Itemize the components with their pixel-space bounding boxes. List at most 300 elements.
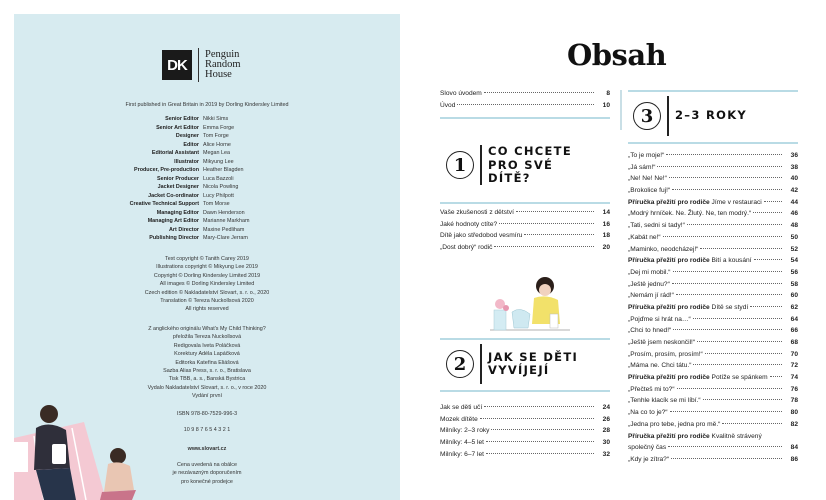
toc-entry[interactable] bbox=[440, 221, 610, 233]
dot-leader bbox=[697, 341, 782, 342]
toc-entry[interactable] bbox=[628, 433, 798, 445]
toc-entry-text: „Chci to hned!“ bbox=[628, 327, 672, 335]
credit-row bbox=[14, 166, 400, 175]
dot-leader bbox=[669, 177, 782, 178]
printing-line: 10 9 8 7 6 5 4 3 2 1 bbox=[183, 427, 231, 433]
dot-leader bbox=[524, 234, 594, 235]
toc-entry-label bbox=[440, 451, 484, 458]
toc-entry-label bbox=[628, 386, 675, 393]
credit-name: Maxine Pedliham bbox=[203, 226, 245, 233]
dot-leader bbox=[673, 329, 782, 330]
toc-entry[interactable] bbox=[440, 439, 610, 451]
chapter-title bbox=[675, 109, 747, 123]
toc-entry[interactable] bbox=[440, 90, 610, 102]
toc-entry-text: „Tenhle klacík se mi líbí.“ bbox=[628, 397, 701, 405]
toc-entry-text: Mozek dítěte bbox=[440, 415, 478, 423]
credits-list bbox=[14, 115, 400, 243]
toc-entry-text: Milníky: 6–7 let bbox=[440, 450, 484, 458]
toc-entry-label bbox=[440, 102, 455, 109]
toc-title: Obsah bbox=[567, 38, 667, 72]
flower-vase bbox=[494, 310, 506, 330]
dot-leader bbox=[687, 224, 782, 225]
toc-entry[interactable] bbox=[628, 292, 798, 304]
dot-leader bbox=[486, 453, 594, 454]
credit-name: Megan Lea bbox=[203, 150, 230, 157]
toc-entry-label bbox=[628, 374, 768, 381]
toc-entry-label bbox=[628, 397, 701, 404]
toc-entry-text: Vaše zkušenosti z dětství bbox=[440, 209, 514, 216]
survival-guide-label: Příručka přežití pro rodiče bbox=[628, 303, 710, 311]
dot-leader bbox=[676, 294, 782, 295]
toc-entry-label bbox=[628, 304, 748, 311]
father-head bbox=[40, 405, 58, 423]
publisher-logo bbox=[162, 48, 241, 82]
credit-name: Emma Forge bbox=[203, 124, 235, 131]
toc-entry-text: „Ještě jsem neskončil!“ bbox=[628, 339, 696, 346]
chapter-number: 1 bbox=[446, 151, 474, 179]
credit-role: Managing Art Editor bbox=[147, 218, 199, 225]
dot-leader bbox=[668, 446, 782, 447]
toc-page-number: 30 bbox=[602, 439, 610, 447]
toc-entry[interactable] bbox=[628, 339, 798, 351]
toc-entry[interactable] bbox=[440, 244, 610, 256]
parent-child-illustration bbox=[14, 384, 174, 500]
credit-row bbox=[14, 158, 400, 167]
chapter-divider bbox=[667, 96, 669, 136]
credit-row bbox=[14, 200, 400, 209]
toc-entry[interactable] bbox=[440, 102, 610, 114]
toc-entry-label bbox=[440, 439, 484, 446]
toc-entry-label bbox=[628, 327, 671, 334]
toc-entry-label bbox=[628, 210, 751, 217]
toc-entry-text: Kvalitně strávený bbox=[709, 432, 762, 440]
credit-row bbox=[14, 226, 400, 235]
dot-leader bbox=[666, 154, 782, 155]
toc-page-number: 44 bbox=[790, 198, 798, 206]
child-head bbox=[110, 448, 126, 464]
credit-name: Luca Bazzoli bbox=[203, 175, 234, 182]
toc-entry[interactable] bbox=[440, 209, 610, 221]
toc-page-number: 56 bbox=[790, 268, 798, 276]
toc-page-number: 84 bbox=[790, 444, 798, 452]
credit-row bbox=[14, 149, 400, 158]
toc-entry-text: „Nemám jí rád!“ bbox=[628, 292, 674, 300]
credit-row bbox=[14, 217, 400, 226]
toc-entry-label bbox=[628, 222, 685, 229]
credit-role: Creative Technical Support bbox=[129, 201, 199, 208]
survival-guide-label: Příručka přežití pro rodiče bbox=[628, 432, 710, 440]
dot-leader bbox=[693, 364, 782, 365]
survival-guide-label: Příručka přežití pro rodiče bbox=[628, 257, 710, 265]
toc-page-number: 28 bbox=[602, 427, 610, 435]
chapter-title bbox=[488, 145, 572, 186]
glass-pitcher bbox=[512, 309, 530, 328]
survival-guide-label: Příručka přežití pro rodiče bbox=[628, 198, 710, 206]
section-rule bbox=[440, 338, 610, 340]
logo-line: House bbox=[205, 69, 232, 80]
girl-watering-flowers-illustration bbox=[490, 266, 570, 336]
dot-leader bbox=[491, 429, 594, 430]
credit-row bbox=[14, 132, 400, 141]
credit-role: Publishing Director bbox=[149, 235, 199, 242]
isbn: ISBN 978-80-7529-996-3 bbox=[176, 411, 238, 417]
price-note-line: je nezávazným doporučením bbox=[172, 470, 242, 477]
toc-entry[interactable] bbox=[628, 409, 798, 421]
toc-page-number: 58 bbox=[790, 280, 798, 288]
dot-leader bbox=[486, 441, 594, 442]
copyright-line: All images © Dorling Kindersley Limited bbox=[159, 281, 255, 288]
chapter-title-line: DÍTĚ? bbox=[488, 171, 531, 185]
toc-page-number: 16 bbox=[602, 220, 610, 228]
toc-page-number: 66 bbox=[790, 327, 798, 335]
czech-line: Redigovala Iveta Poláčková bbox=[173, 342, 241, 349]
chapter-title-line: VYVÍJEJÍ bbox=[488, 363, 550, 377]
chapter-title-line: CO CHCETE bbox=[488, 144, 572, 158]
dot-leader bbox=[677, 388, 782, 389]
toc-entry-label bbox=[628, 246, 698, 253]
toc-entry-text: „Kdy je zítra?“ bbox=[628, 455, 670, 463]
chapter-divider bbox=[480, 344, 482, 384]
dot-leader bbox=[753, 212, 782, 213]
chapter-title-line: 2–3 ROKY bbox=[675, 108, 748, 123]
penguin-random-house-wordmark bbox=[205, 50, 241, 80]
dot-leader bbox=[693, 318, 782, 319]
toc-page-number: 8 bbox=[606, 90, 610, 97]
toc-page-number: 46 bbox=[790, 210, 798, 218]
toc-entry-text: Potíže se spánkem bbox=[709, 374, 768, 382]
dot-leader bbox=[750, 306, 782, 307]
credit-name: Lucy Philpott bbox=[203, 192, 234, 199]
credit-row bbox=[14, 183, 400, 192]
toc-entry[interactable] bbox=[628, 269, 798, 281]
copyright-page bbox=[14, 14, 400, 500]
toc-page-number: 42 bbox=[790, 187, 798, 195]
credit-row bbox=[14, 115, 400, 124]
toc-page-number: 38 bbox=[790, 163, 798, 171]
toc-page-number: 80 bbox=[790, 409, 798, 417]
dot-leader bbox=[670, 411, 782, 412]
toc-entry-text: Dítě se stydí bbox=[709, 303, 749, 311]
toc-entry-text: „Prosím, prosím, prosím!“ bbox=[628, 350, 703, 358]
dot-leader bbox=[494, 246, 594, 247]
chapter-2-heading bbox=[446, 344, 578, 384]
copyright-block bbox=[14, 255, 400, 314]
czech-line: Z anglického originálu What's My Child Thinking? bbox=[148, 326, 266, 332]
credit-name: Nicola Powling bbox=[203, 184, 239, 191]
credit-row bbox=[14, 175, 400, 184]
dot-leader bbox=[703, 399, 782, 400]
toc-entry[interactable] bbox=[628, 362, 798, 374]
copyright-line: Copyright © Dorling Kindersley Limited 2019 bbox=[153, 272, 261, 279]
credit-name: Mikyung Lee bbox=[203, 158, 234, 165]
section-rule bbox=[628, 90, 798, 92]
toc-entry-text: „Máma ne. Chci tátu.“ bbox=[628, 362, 692, 370]
credit-role: Editorial Assistant bbox=[151, 150, 199, 157]
toc-entry-label bbox=[628, 421, 720, 428]
toc-entry-label bbox=[628, 257, 752, 264]
toc-entry[interactable] bbox=[628, 421, 798, 433]
toc-entry-label bbox=[628, 292, 674, 299]
toc-entry[interactable] bbox=[628, 199, 798, 211]
toc-entry[interactable] bbox=[628, 444, 798, 456]
toc-entry[interactable] bbox=[628, 397, 798, 409]
credit-role: Art Director bbox=[169, 226, 199, 233]
credit-name: Heather Blagden bbox=[203, 167, 244, 174]
toc-entry-label bbox=[628, 456, 669, 463]
price-note-line: pro konečné prodejce bbox=[181, 478, 233, 485]
toc-entry-label bbox=[440, 209, 514, 216]
toc-page-number: 54 bbox=[790, 257, 798, 265]
czech-line: Vydání první bbox=[191, 393, 223, 400]
credit-name: Mary-Clare Jerram bbox=[203, 235, 248, 242]
logo-divider bbox=[198, 48, 199, 82]
toc-entry-text: Úvod bbox=[440, 101, 456, 109]
toc-entry[interactable] bbox=[628, 164, 798, 176]
toc-entry[interactable] bbox=[628, 246, 798, 258]
toc-entry[interactable] bbox=[440, 427, 610, 439]
credit-name: Nikki Sims bbox=[203, 116, 229, 123]
chapter-number: 2 bbox=[446, 350, 474, 378]
toc-entry-text: Jaké hodnoty ctíte? bbox=[440, 220, 498, 228]
section-rule bbox=[440, 117, 610, 119]
czech-line: Sazba Alias Press, s. r. o., Bratislava bbox=[163, 368, 251, 375]
toc-entry-label bbox=[628, 187, 670, 194]
toc-entry-text: „Ne! Ne! Ne!“ bbox=[628, 175, 667, 183]
copyright-line: All rights reserved bbox=[185, 306, 229, 313]
toc-page-number: 18 bbox=[602, 232, 610, 240]
credit-role: Senior Art Editor bbox=[156, 124, 199, 131]
toc-entry-text: „Brokolice fuj!“ bbox=[628, 187, 671, 195]
toc-entry[interactable] bbox=[628, 304, 798, 316]
toc-entry[interactable] bbox=[628, 351, 798, 363]
dot-leader bbox=[499, 223, 594, 224]
toc-entry-label bbox=[440, 427, 489, 434]
dot-leader bbox=[722, 423, 782, 424]
copyright-line: Czech edition © Nakladatelství Slovart, s. r. o., 2020 bbox=[144, 289, 270, 296]
dot-leader bbox=[770, 376, 782, 377]
toc-entry-text: společný čas bbox=[628, 444, 667, 452]
toc-entry[interactable] bbox=[440, 451, 610, 463]
credit-name: Tom Morse bbox=[203, 201, 230, 208]
toc-entry-text: „To je moje!“ bbox=[628, 152, 665, 159]
flowers bbox=[503, 305, 509, 311]
toc-entry-text: „Modrý hrníček. Ne. Žlutý. Ne, ten modrý.“ bbox=[628, 210, 752, 218]
toc-page-number: 40 bbox=[790, 175, 798, 183]
credit-role: Jacket Co-ordinator bbox=[148, 192, 199, 199]
toc-entry-label bbox=[628, 444, 666, 451]
toc-entry-text: Dítě jako středobod vesmíru bbox=[440, 232, 523, 240]
credit-role: Senior Editor bbox=[165, 116, 199, 123]
czech-line: Tisk TBB, a. s., Banská Bystrica bbox=[168, 376, 246, 383]
toc-entry-label bbox=[440, 221, 497, 228]
chapter-divider bbox=[480, 145, 482, 185]
dot-leader bbox=[672, 283, 782, 284]
toc-page-number: 76 bbox=[790, 385, 798, 393]
credit-row bbox=[14, 209, 400, 218]
czech-line: Vydalo Nakladatelství Slovart, s. r. o., v roce 2020 bbox=[147, 384, 267, 391]
paper-bag bbox=[52, 444, 66, 464]
toc-page-number: 26 bbox=[602, 415, 610, 423]
toc-page-number: 68 bbox=[790, 339, 798, 346]
glass bbox=[550, 314, 558, 328]
toc-entry[interactable] bbox=[628, 222, 798, 234]
toc-entry-text: Jak se děti učí bbox=[440, 404, 483, 411]
toc-entry[interactable] bbox=[628, 386, 798, 398]
section-rule bbox=[628, 142, 798, 144]
toc-entry[interactable] bbox=[628, 175, 798, 187]
toc-entry[interactable] bbox=[628, 316, 798, 328]
toc-entry-text: Bití a kousání bbox=[709, 257, 752, 265]
toc-entry[interactable] bbox=[440, 404, 610, 416]
toc-entry-label bbox=[440, 416, 478, 423]
toc-entry[interactable] bbox=[628, 187, 798, 199]
credit-row bbox=[14, 141, 400, 150]
toc-entry-label bbox=[628, 234, 661, 241]
toc-entry-text: „Maminko, neodcházej!“ bbox=[628, 245, 699, 253]
toc-entry-label bbox=[628, 164, 655, 171]
toc-entry[interactable] bbox=[628, 374, 798, 386]
toc-entry[interactable] bbox=[440, 416, 610, 428]
toc-entry-text: Milníky: 4–5 let bbox=[440, 439, 484, 447]
toc-entry[interactable] bbox=[628, 456, 798, 468]
toc-entry-text: „Já sám!“ bbox=[628, 163, 656, 171]
toc-page-number: 24 bbox=[602, 404, 610, 411]
toc-page-number: 62 bbox=[790, 303, 798, 311]
toc-entry-label bbox=[628, 316, 691, 323]
toc-entry-label bbox=[628, 433, 762, 440]
toc-entry-label bbox=[440, 90, 482, 97]
toc-entry-text: „Na co to je?“ bbox=[628, 409, 668, 417]
toc-entry-text: „Dej mi mobil.“ bbox=[628, 268, 671, 276]
toc-page-number: 36 bbox=[790, 152, 798, 159]
chapter-1-heading bbox=[446, 145, 572, 186]
credit-role: Editor bbox=[183, 141, 199, 148]
toc-entry-text: „Dost dobrý“ rodič bbox=[440, 244, 493, 252]
dot-leader bbox=[657, 166, 782, 167]
logo-line: Penguin bbox=[205, 49, 240, 60]
toc-entry[interactable] bbox=[440, 232, 610, 244]
toc-entry[interactable] bbox=[628, 257, 798, 269]
credit-name: Dawn Henderson bbox=[203, 209, 245, 216]
dot-leader bbox=[480, 418, 594, 419]
dot-leader bbox=[516, 211, 594, 212]
toc-entry-text: „Jedna pro tebe, jedna pro mě.“ bbox=[628, 420, 721, 428]
copyright-line: Illustrations copyright © Mikyung Lee 2019 bbox=[156, 264, 258, 271]
credit-name: Tom Forge bbox=[203, 133, 229, 140]
toc-entry-label bbox=[628, 175, 667, 182]
dot-leader bbox=[671, 458, 782, 459]
toc-entry-text: „Přečteš mi to?“ bbox=[628, 385, 675, 393]
toc-entry-text: Slovo úvodem bbox=[440, 90, 482, 97]
toc-page-number: 72 bbox=[790, 362, 798, 370]
credit-role: Managing Editor bbox=[156, 209, 199, 216]
toc-entry[interactable] bbox=[628, 234, 798, 246]
czech-line: přeložila Tereza Nuckollsová bbox=[172, 334, 242, 341]
chapter-3-entries bbox=[628, 152, 798, 468]
section-rule bbox=[440, 202, 610, 204]
toc-entry[interactable] bbox=[628, 327, 798, 339]
dot-leader bbox=[764, 201, 782, 202]
toc-page-number: 78 bbox=[790, 397, 798, 405]
credit-role: Senior Producer bbox=[157, 175, 199, 182]
toc-entry-text: „Kabát ne!“ bbox=[628, 233, 661, 241]
toc-page-number: 70 bbox=[790, 350, 798, 358]
chapter-1-entries bbox=[440, 209, 610, 256]
toc-page-number: 10 bbox=[602, 101, 610, 109]
toc-entry-label bbox=[628, 269, 671, 276]
section-rule bbox=[440, 390, 610, 392]
toc-page-number: 20 bbox=[602, 244, 610, 252]
toc-page-number: 86 bbox=[790, 455, 798, 463]
toc-entry-label bbox=[628, 281, 670, 288]
dot-leader bbox=[672, 189, 782, 190]
price-note-line: Cena uvedená na obálce bbox=[177, 462, 237, 468]
dot-leader bbox=[484, 92, 594, 93]
dot-leader bbox=[484, 406, 594, 407]
toc-page-number: 48 bbox=[790, 222, 798, 230]
toc-entry[interactable] bbox=[628, 210, 798, 222]
toc-page-number: 60 bbox=[790, 292, 798, 300]
toc-page-number: 14 bbox=[602, 209, 610, 216]
dot-leader bbox=[700, 248, 782, 249]
girl-face bbox=[539, 284, 551, 296]
logo-line: Random bbox=[205, 59, 241, 70]
dot-leader bbox=[754, 259, 782, 260]
copyright-line: Translation © Tereza Nuckollsová 2020 bbox=[160, 298, 254, 305]
chapter-number: 3 bbox=[633, 102, 661, 130]
child-body bbox=[104, 462, 134, 492]
chapter-title-line: JAK SE DĚTI bbox=[488, 349, 579, 364]
toc-page-number: 74 bbox=[790, 374, 798, 382]
toc-entry-label bbox=[628, 339, 695, 346]
credit-row bbox=[14, 192, 400, 201]
dot-leader bbox=[705, 353, 782, 354]
toc-entry-label bbox=[440, 232, 522, 239]
toc-entry-text: Jíme v restauraci bbox=[709, 198, 762, 206]
czech-line: Korektury Adéla Lapáčková bbox=[174, 351, 240, 358]
toc-page-number: 82 bbox=[790, 420, 798, 428]
dot-leader bbox=[673, 271, 783, 272]
chapter-title-line: PRO SVÉ bbox=[488, 157, 554, 172]
credit-role: Designer bbox=[175, 133, 199, 140]
toc-entry-text: Milníky: 2–3 roky bbox=[440, 427, 490, 435]
toc-entry-label bbox=[628, 362, 691, 369]
toc-page-number: 32 bbox=[602, 450, 610, 458]
chapter-title bbox=[488, 351, 578, 378]
toc-entry-text: „Ještě jednu?“ bbox=[628, 280, 670, 288]
column-divider bbox=[620, 90, 622, 130]
credit-role: Illustrator bbox=[174, 158, 199, 165]
copyright-line: Text copyright © Tanith Carey 2019 bbox=[165, 256, 249, 262]
dot-leader bbox=[457, 104, 594, 105]
credit-role: Jacket Designer bbox=[157, 184, 199, 191]
credit-row bbox=[14, 234, 400, 243]
website: www.slovart.cz bbox=[187, 446, 227, 452]
credit-role: Producer, Pre-production bbox=[134, 167, 199, 174]
toc-entry-label bbox=[628, 152, 664, 159]
credit-name: Alice Horne bbox=[203, 141, 231, 148]
credit-row bbox=[14, 124, 400, 133]
toc-page-number: 64 bbox=[790, 315, 798, 323]
toc-entry-label bbox=[440, 244, 492, 251]
shopping-bag bbox=[14, 442, 28, 472]
toc-entry[interactable] bbox=[628, 152, 798, 164]
dot-leader bbox=[663, 236, 782, 237]
toc-entry[interactable] bbox=[628, 281, 798, 293]
czech-line: Editorka Kateřina Eliášová bbox=[175, 359, 239, 366]
first-published-note: First published in Great Britain in 2019 by Dorling Kindersley Limited bbox=[125, 102, 289, 108]
chapter-2-entries bbox=[440, 404, 610, 462]
